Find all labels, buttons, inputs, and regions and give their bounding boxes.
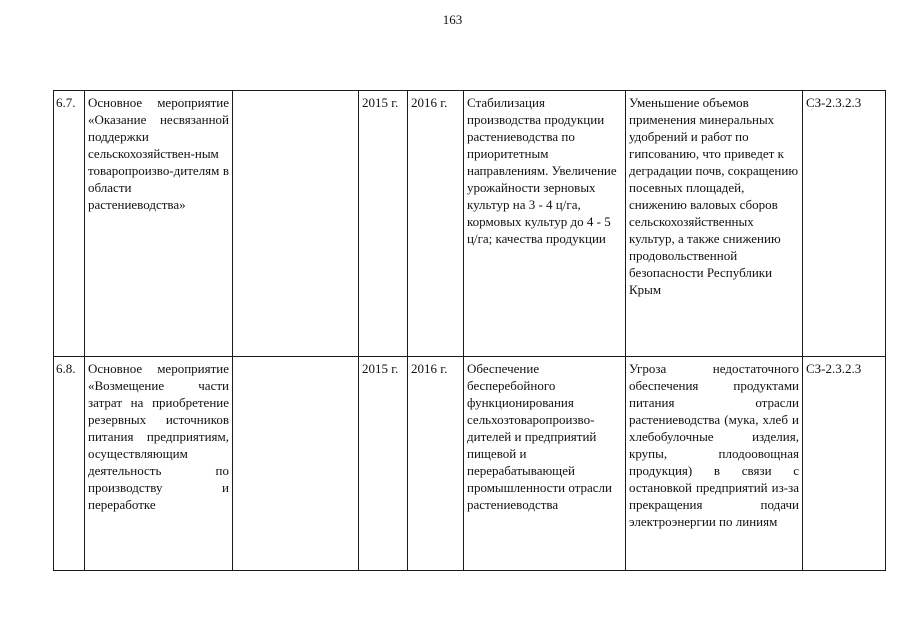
indicator-code: СЗ-2.3.2.3 — [803, 91, 886, 357]
measures-table — [53, 90, 886, 571]
expected-result: Обеспечение бесперебойного функционирования сельхозтоваропроизво-дителей и предприятий пищевой и перерабатывающей промышленности отрасли растениеводства — [464, 357, 626, 571]
end-year: 2016 г. — [408, 91, 464, 357]
expected-result: Стабилизация производства продукции растениеводства по приоритетным направлениям. Увеличение урожайности зерновых культур на 3 - 4 ц/га, кормовых культур до 4 - 5 ц/га; качества продукции — [464, 91, 626, 357]
measure-name: Основное мероприятие «Оказание несвязанной поддержки сельскохозяйствен-ным товаропроизво-дителям в области растениеводства» — [85, 91, 233, 357]
start-year: 2015 г. — [359, 91, 408, 357]
start-year: 2015 г. — [359, 357, 408, 571]
end-year: 2016 г. — [408, 357, 464, 571]
table-row — [54, 91, 886, 357]
executor-cell — [233, 91, 359, 357]
executor-cell — [233, 357, 359, 571]
page-number: 163 — [442, 12, 463, 27]
measure-name: Основное мероприятие «Возмещение части затрат на приобретение резервных источников питания предприятиям, осуществляющим деятельность по производству и переработке — [85, 357, 233, 571]
non-implementation-consequences: Уменьшение объемов применения минеральных удобрений и работ по гипсованию, что приведет к деградации почв, сокращению посевных площадей, снижению валовых сборов сельскохозяйственных культур, а также снижению продовольственной безопасности Республики Крым — [626, 91, 803, 357]
row-number: 6.7. — [54, 91, 85, 357]
indicator-code: СЗ-2.3.2.3 — [803, 357, 886, 571]
table-row — [54, 357, 886, 571]
non-implementation-consequences: Угроза недостаточного обеспечения продуктами питания отрасли растениеводства (мука, хлеб и хлебобулочные изделия, крупы, плодоовощная продукция) в связи с остановкой предприятий из-за прекращения подачи электроэнергии по линиям — [626, 357, 803, 571]
row-number: 6.8. — [54, 357, 85, 571]
